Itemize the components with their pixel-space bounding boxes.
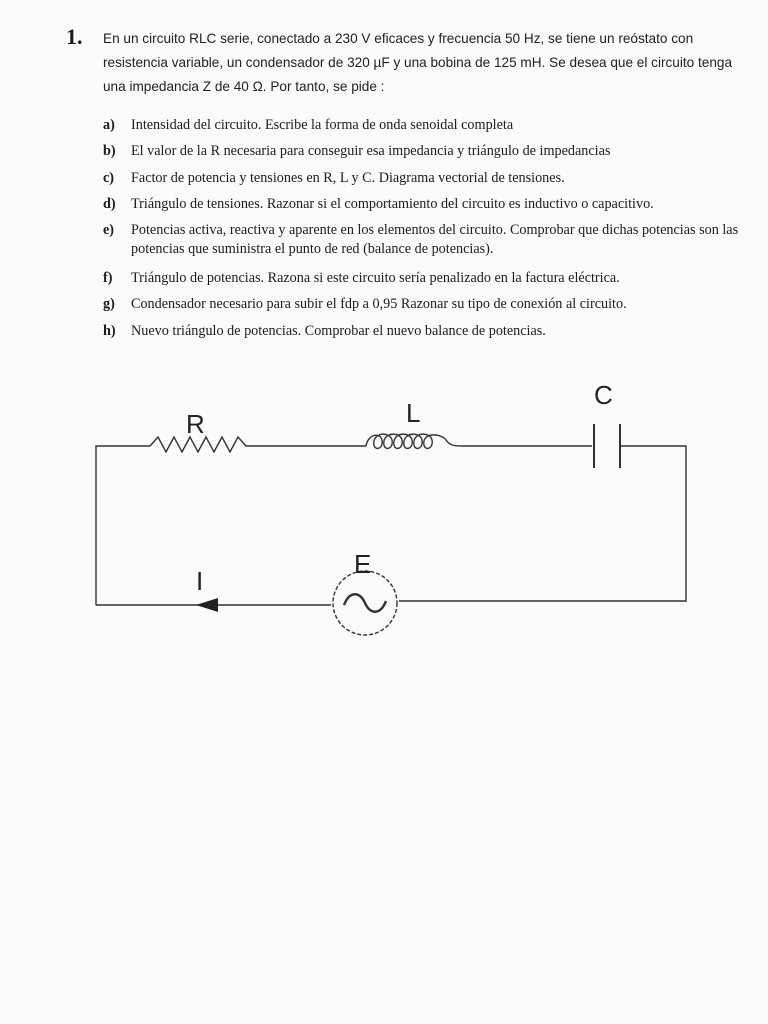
question-item-g xyxy=(103,295,743,314)
item-text: Nuevo triángulo de potencias. Comprobar el nuevo balance de potencias. xyxy=(131,322,546,339)
exercise-statement: En un circuito RLC serie, conectado a 230 V eficaces y frecuencia 50 Hz, se tiene un reóstato con resistencia variable, un condensador de 320 µF y una bobina de 125 mH. Se desea que el circuito tenga una impedancia Z de 40 Ω. Por tanto, se pide : xyxy=(103,31,733,94)
question-item-b xyxy=(103,142,743,161)
item-label: h) xyxy=(103,322,116,339)
item-text: Triángulo de potencias. Razona si este circuito sería penalizado en la factura eléctrica. xyxy=(131,270,620,287)
current-label: I xyxy=(196,566,204,596)
wire-right xyxy=(399,446,686,601)
item-label: d) xyxy=(103,195,116,212)
capacitor-label: C xyxy=(594,380,613,410)
circuit-wires xyxy=(96,424,686,635)
item-text: Condensador necesario para subir el fdp a 0,95 Razonar su tipo de conexión al circuito. xyxy=(131,296,627,313)
source-label: E xyxy=(354,549,372,579)
item-label: g) xyxy=(103,296,115,313)
question-item-c xyxy=(103,169,743,188)
ac-source-wave-icon xyxy=(344,594,386,612)
question-item-f xyxy=(103,269,743,288)
rlc-circuit-diagram xyxy=(0,370,768,670)
current-arrow-icon xyxy=(196,598,218,612)
item-text: Factor de potencia y tensiones en R, L y C. Diagrama vectorial de tensiones. xyxy=(131,169,565,186)
exercise-number: 1. xyxy=(66,24,83,49)
item-label: a) xyxy=(103,117,115,133)
question-list xyxy=(103,116,743,341)
question-item-h xyxy=(103,322,743,341)
inductor-label: L xyxy=(406,398,421,428)
item-label: f) xyxy=(103,270,113,287)
resistor-label: R xyxy=(186,409,205,439)
item-text: Intensidad del circuito. Escribe la forma de onda senoidal completa xyxy=(131,117,514,133)
item-label: c) xyxy=(103,169,115,186)
question-item-d xyxy=(103,195,743,214)
wire-left xyxy=(96,446,150,605)
item-text: Triángulo de tensiones. Razonar si el comportamiento del circuito es inductivo o capacitivo. xyxy=(131,195,654,212)
item-text: Potencias activa, reactiva y aparente en los elementos del circuito. Comprobar que dichas potencias son las potencias que suministra el punto de red (balance de potencias). xyxy=(131,222,739,258)
item-label: b) xyxy=(103,143,116,160)
inductor-symbol xyxy=(366,434,462,448)
question-item-a xyxy=(103,116,743,135)
item-text: El valor de la R necesaria para conseguir esa impedancia y triángulo de impedancias xyxy=(131,143,611,160)
item-label: e) xyxy=(103,222,115,239)
resistor-symbol xyxy=(150,437,258,452)
question-item-e xyxy=(103,221,743,259)
